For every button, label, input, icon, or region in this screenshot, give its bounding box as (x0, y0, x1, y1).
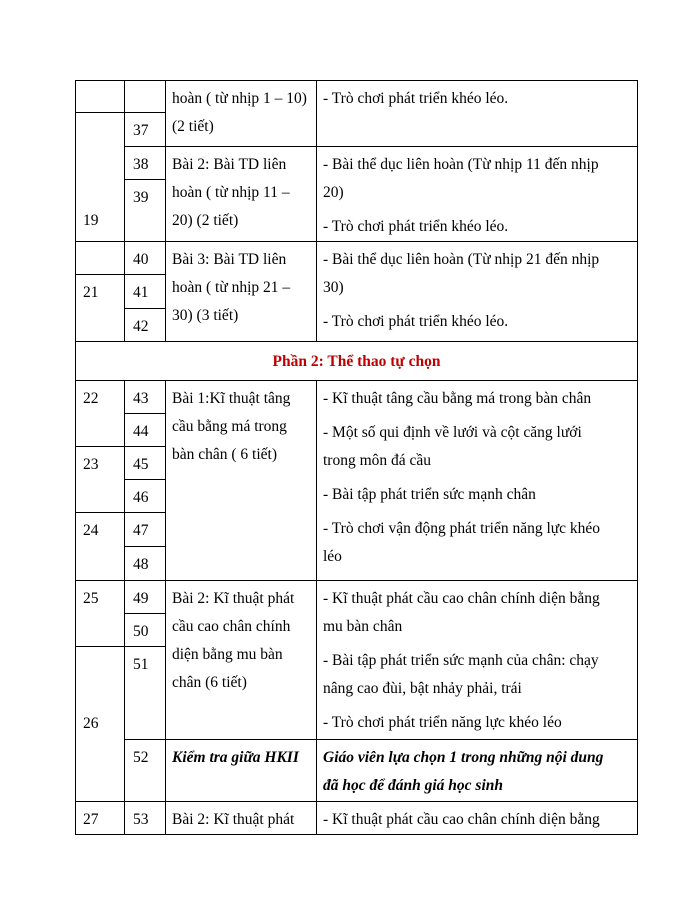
period-cell (125, 647, 166, 740)
lesson-line: Bài 1:Kĩ thuật tâng (172, 390, 291, 407)
period-cell (125, 81, 166, 113)
curriculum-table (75, 80, 638, 835)
content-line: léo (323, 548, 342, 565)
content-line: - Trò chơi phát triển khéo léo. (323, 90, 509, 107)
period-cell (125, 547, 166, 581)
period-cell (125, 447, 166, 480)
period-cell (125, 113, 166, 147)
lesson-line: bàn chân ( 6 tiết) (172, 446, 278, 463)
period-number: 46 (133, 489, 149, 506)
lesson-line: Bài 2: Kĩ thuật phát (172, 590, 295, 607)
content-line: - Bài thể dục liên hoàn (Từ nhịp 11 đến nhịp (323, 156, 599, 173)
period-cell (125, 614, 166, 647)
lesson-line: (2 tiết) (172, 118, 214, 135)
content-cell (317, 81, 638, 147)
content-line: - Kĩ thuật phát cầu cao chân chính diện bằng (323, 811, 600, 828)
content-line: - Trò chơi phát triển năng lực khéo léo (323, 714, 562, 731)
content-line: - Bài thể dục liên hoàn (Từ nhịp 21 đến nhịp (323, 251, 600, 268)
lesson-cell (166, 81, 317, 147)
week-number: 26 (83, 715, 99, 732)
content-line: mu bàn chân (323, 618, 403, 635)
lesson-line: hoàn ( từ nhịp 1 – 10) (172, 90, 307, 107)
period-number: 47 (133, 522, 149, 539)
period-number: 42 (133, 318, 149, 335)
content-line: - Một số qui định về lưới và cột căng lưới (323, 424, 582, 441)
period-number: 43 (133, 390, 149, 407)
period-number: 53 (133, 811, 149, 828)
exam-content-cell (317, 740, 638, 802)
content-line: đã học để đánh giá học sinh (323, 777, 504, 794)
content-line: nâng cao đùi, bật nhảy phải, trái (323, 680, 522, 697)
lesson-line: hoàn ( từ nhịp 11 – (172, 184, 290, 201)
week-number: 22 (83, 390, 99, 407)
week-cell (76, 513, 125, 581)
period-number: 41 (133, 284, 149, 301)
lesson-cell (166, 147, 317, 242)
period-cell (125, 513, 166, 547)
period-cell (125, 309, 166, 342)
period-cell (125, 275, 166, 309)
lesson-cell (166, 381, 317, 581)
period-cell (125, 381, 166, 414)
period-cell (125, 802, 166, 835)
lesson-line: hoàn ( từ nhịp 21 – (172, 279, 291, 296)
period-number: 50 (133, 623, 149, 640)
content-cell (317, 242, 638, 342)
lesson-line: cầu cao chân chính (172, 618, 291, 635)
period-number: 49 (133, 590, 149, 607)
period-cell (125, 740, 166, 802)
week-cell (76, 447, 125, 513)
week-number: 25 (83, 590, 99, 607)
period-cell (125, 581, 166, 614)
week-cell (76, 381, 125, 447)
period-number: 48 (133, 556, 149, 573)
content-line: - Bài tập phát triển sức mạnh chân (323, 486, 536, 503)
period-number: 38 (133, 156, 149, 173)
period-cell (125, 480, 166, 513)
part-title: Phần 2: Thể thao tự chọn (76, 342, 638, 381)
content-line: 20) (323, 184, 344, 201)
content-line: - Bài tập phát triển sức mạnh của chân: chạy (323, 652, 599, 669)
period-number: 39 (133, 189, 149, 206)
period-cell (125, 147, 166, 180)
period-number: 45 (133, 456, 149, 473)
exam-label: Kiểm tra giữa HKII (172, 749, 299, 766)
period-number: 44 (133, 423, 149, 440)
week-cell (76, 275, 125, 342)
week-number: 21 (83, 284, 99, 301)
lesson-line: cầu bằng má trong (172, 418, 287, 435)
week-cell (76, 81, 125, 113)
lesson-line: Bài 3: Bài TD liên (172, 251, 287, 268)
week-cell (76, 581, 125, 647)
content-line: 30) (323, 279, 344, 296)
content-line: - Kĩ thuật tâng cầu bằng má trong bàn chân (323, 390, 592, 407)
lesson-line: 20) (2 tiết) (172, 212, 239, 229)
week-number: 19 (83, 212, 99, 229)
week-cell (76, 802, 125, 835)
period-cell (125, 180, 166, 242)
content-line: - Trò chơi phát triển khéo léo. (323, 218, 509, 235)
period-number: 52 (133, 749, 149, 766)
content-cell (317, 381, 638, 581)
lesson-line: 30) (3 tiết) (172, 307, 239, 324)
week-number: 23 (83, 456, 99, 473)
content-line: - Kĩ thuật phát cầu cao chân chính diện bằng (323, 590, 600, 607)
week-cell (76, 242, 125, 275)
lesson-line: Bài 2: Kĩ thuật phát (172, 811, 295, 828)
week-number: 27 (83, 811, 99, 828)
lesson-cell (166, 581, 317, 740)
content-cell (317, 581, 638, 740)
period-number: 51 (133, 656, 149, 673)
period-number: 37 (133, 122, 149, 139)
content-line: - Trò chơi vận động phát triển năng lực khéo (323, 520, 601, 537)
lesson-cell (166, 802, 317, 835)
lesson-line: Bài 2: Bài TD liên (172, 156, 287, 173)
content-cell (317, 147, 638, 242)
period-cell (125, 414, 166, 447)
content-line: - Trò chơi phát triển khéo léo. (323, 313, 509, 330)
lesson-line: chân (6 tiết) (172, 674, 247, 691)
period-cell (125, 242, 166, 275)
exam-cell (166, 740, 317, 802)
lesson-cell (166, 242, 317, 342)
week-number: 24 (83, 522, 99, 539)
content-line: Giáo viên lựa chọn 1 trong những nội dung (323, 749, 604, 766)
week-cell (76, 113, 125, 242)
content-line: trong môn đá cầu (323, 452, 432, 469)
lesson-line: diện bằng mu bàn (172, 646, 283, 663)
content-cell (317, 802, 638, 835)
period-number: 40 (133, 251, 149, 268)
week-cell (76, 647, 125, 802)
